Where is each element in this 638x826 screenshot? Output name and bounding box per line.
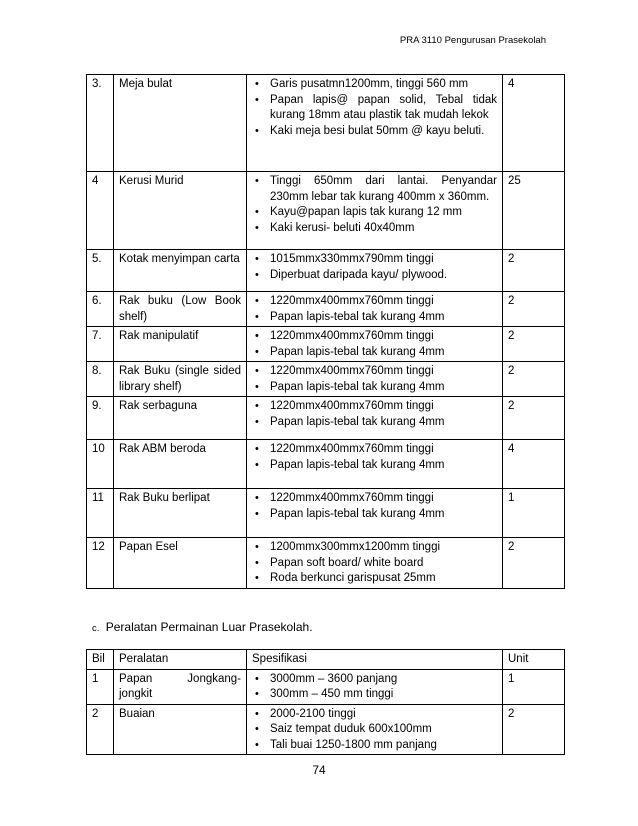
unit-count: 2: [503, 327, 565, 362]
spec-item: • Papan lapis-tebal tak kurang 4mm: [252, 507, 497, 523]
spec-item: • Roda berkunci garispusat 25mm: [252, 571, 497, 587]
spec-item: • 300mm – 450 mm tinggi: [252, 687, 497, 703]
spec-cell: [247, 327, 503, 362]
header-spesifikasi: Spesifikasi: [247, 650, 503, 670]
table-row: [87, 327, 565, 362]
spec-item: • 1220mmx400mmx760mm tinggi: [252, 491, 497, 507]
unit-count: 2: [503, 538, 565, 589]
item-name: Rak buku (Low Book shelf): [114, 292, 247, 327]
spec-item: • Tali buai 1250-1800 mm panjang: [252, 738, 497, 754]
header-peralatan: Peralatan: [114, 650, 247, 670]
spec-cell: [247, 362, 503, 397]
row-number: 3.: [87, 75, 114, 172]
spec-cell: [247, 440, 503, 489]
table-row: [87, 669, 565, 704]
row-number: 6.: [87, 292, 114, 327]
outdoor-equipment-table: [86, 649, 565, 755]
item-name: Meja bulat: [114, 75, 247, 172]
spec-item: • 1220mmx400mmx760mm tinggi: [252, 329, 497, 345]
equipment-table: [86, 74, 565, 589]
spec-item: • Saiz tempat duduk 600x100mm: [252, 722, 497, 738]
spec-cell: [247, 75, 503, 172]
item-name: Papan Esel: [114, 538, 247, 589]
unit-count: 1: [503, 669, 565, 704]
spec-item: • Papan lapis-tebal tak kurang 4mm: [252, 345, 497, 361]
unit-count: 1: [503, 489, 565, 538]
table-row: [87, 538, 565, 589]
spec-item: • Kayu@papan lapis tak kurang 12 mm: [252, 205, 497, 221]
row-number: 11: [87, 489, 114, 538]
spec-item: • Papan lapis-tebal tak kurang 4mm: [252, 380, 497, 396]
header-bil: Bil: [87, 650, 114, 670]
table-row: [87, 75, 565, 172]
unit-count: 4: [503, 75, 565, 172]
unit-count: 2: [503, 704, 565, 755]
table-row: [87, 172, 565, 250]
table-row: [87, 250, 565, 292]
item-name: Papan Jongkang-jongkit: [114, 669, 247, 704]
spec-item: • Papan soft board/ white board: [252, 556, 497, 572]
spec-cell: [247, 538, 503, 589]
table-row: [87, 440, 565, 489]
row-number: 4: [87, 172, 114, 250]
unit-count: 4: [503, 440, 565, 489]
section-heading: [92, 620, 313, 634]
spec-item: • Papan lapis-tebal tak kurang 4mm: [252, 415, 497, 431]
spec-cell: [247, 704, 503, 755]
item-name: Rak Buku (single sided library shelf): [114, 362, 247, 397]
spec-cell: [247, 397, 503, 440]
spec-cell: [247, 250, 503, 292]
header-unit: Unit: [503, 650, 565, 670]
spec-item: • Papan lapis-tebal tak kurang 4mm: [252, 458, 497, 474]
spec-item: • Kaki meja besi bulat 50mm @ kayu beluti.: [252, 124, 497, 140]
row-number: 12: [87, 538, 114, 589]
spec-item: • 3000mm – 3600 panjang: [252, 672, 497, 688]
page-number: 74: [312, 763, 326, 777]
spec-cell: [247, 669, 503, 704]
table-row: [87, 397, 565, 440]
item-name: Rak serbaguna: [114, 397, 247, 440]
item-name: Kerusi Murid: [114, 172, 247, 250]
item-name: Buaian: [114, 704, 247, 755]
spec-cell: [247, 292, 503, 327]
spec-item: • 1200mmx300mmx1200mm tinggi: [252, 540, 497, 556]
row-number: 2: [87, 704, 114, 755]
table-header-row: [87, 650, 565, 670]
item-name: Rak ABM beroda: [114, 440, 247, 489]
unit-count: 2: [503, 362, 565, 397]
running-header: PRA 3110 Pengurusan Prasekolah: [399, 35, 546, 46]
row-number: 10: [87, 440, 114, 489]
row-number: 9.: [87, 397, 114, 440]
row-number: 7.: [87, 327, 114, 362]
spec-item: • Tinggi 650mm dari lantai. Penyandar 230mm lebar tak kurang 400mm x 360mm.: [252, 174, 497, 205]
spec-item: • 2000-2100 tinggi: [252, 707, 497, 723]
spec-cell: [247, 489, 503, 538]
spec-item: • Garis pusatmn1200mm, tinggi 560 mm: [252, 77, 497, 93]
spec-item: • Kaki kerusi- beluti 40x40mm: [252, 221, 497, 237]
row-number: 5.: [87, 250, 114, 292]
item-name: Kotak menyimpan carta: [114, 250, 247, 292]
unit-count: 2: [503, 292, 565, 327]
item-name: Rak Buku berlipat: [114, 489, 247, 538]
table-row: [87, 362, 565, 397]
table-row: [87, 292, 565, 327]
spec-cell: [247, 172, 503, 250]
unit-count: 2: [503, 250, 565, 292]
unit-count: 25: [503, 172, 565, 250]
item-name: Rak manipulatif: [114, 327, 247, 362]
spec-item: • 1220mmx400mmx760mm tinggi: [252, 364, 497, 380]
section-title: Peralatan Permainan Luar Prasekolah.: [105, 620, 313, 634]
table-row: [87, 704, 565, 755]
table-row: [87, 489, 565, 538]
spec-item: • Diperbuat daripada kayu/ plywood.: [252, 268, 497, 284]
spec-item: • 1220mmx400mmx760mm tinggi: [252, 442, 497, 458]
section-marker: c.: [92, 623, 100, 634]
spec-item: • 1015mmx330mmx790mm tinggi: [252, 252, 497, 268]
row-number: 1: [87, 669, 114, 704]
spec-item: • Papan lapis@ papan solid, Tebal tidak kurang 18mm atau plastik tak mudah lekok: [252, 93, 497, 124]
row-number: 8.: [87, 362, 114, 397]
spec-item: • 1220mmx400mmx760mm tinggi: [252, 399, 497, 415]
unit-count: 2: [503, 397, 565, 440]
spec-item: • 1220mmx400mmx760mm tinggi: [252, 294, 497, 310]
spec-item: • Papan lapis-tebal tak kurang 4mm: [252, 310, 497, 326]
